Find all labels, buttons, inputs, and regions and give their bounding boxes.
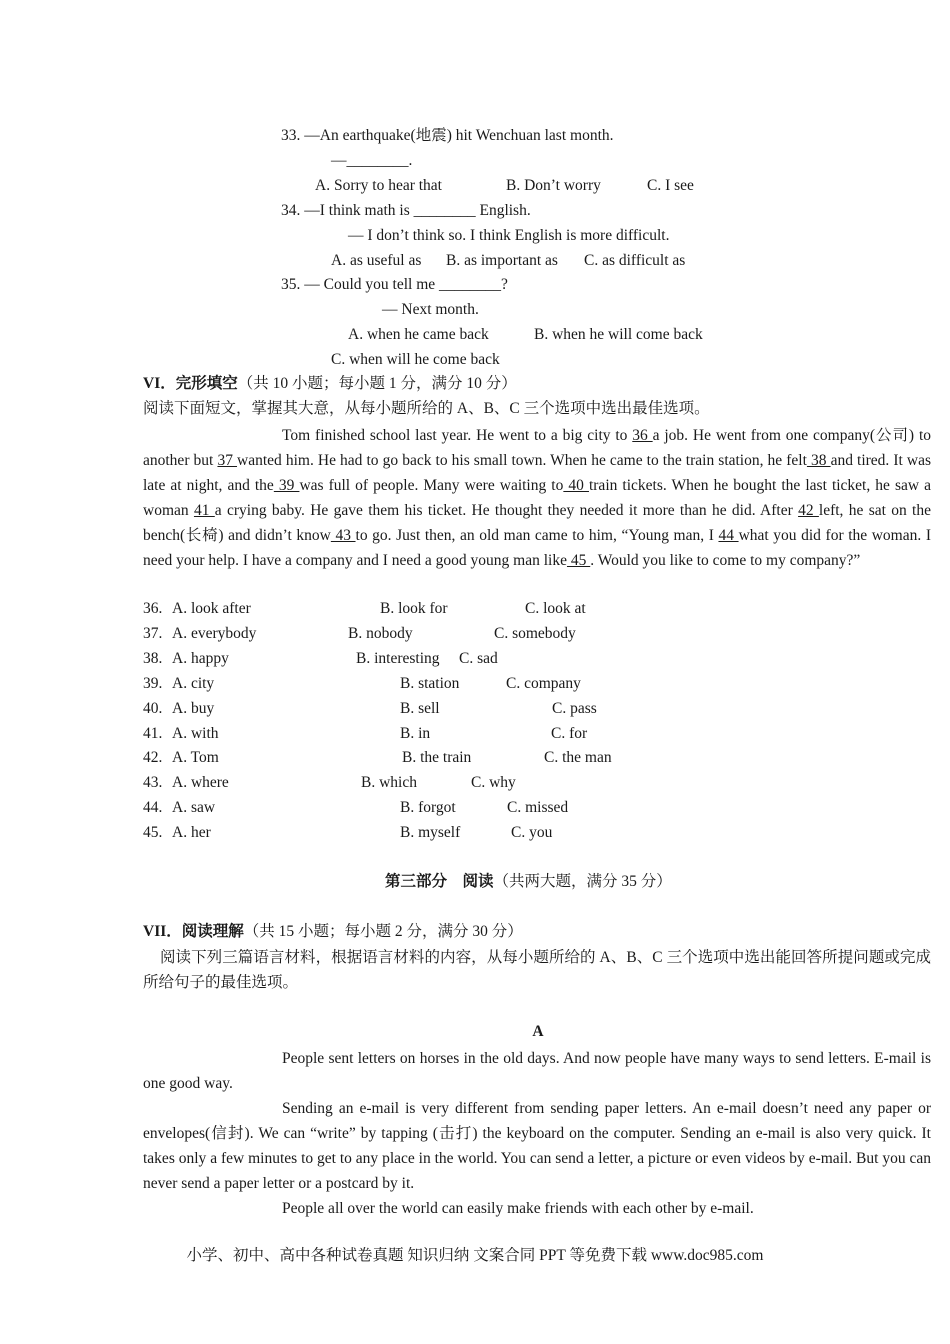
option-number: 36. — [143, 600, 163, 617]
q34-option-a: A. as useful as — [331, 252, 422, 269]
cloze-text: to go. Just then, an old man came to him, “Young man, I — [355, 526, 719, 544]
option-c: C. sad — [459, 650, 498, 667]
option-b: B. myself — [400, 824, 461, 841]
passage-a-heading: A — [532, 1023, 544, 1040]
q35-option-a: A. when he came back — [348, 326, 489, 343]
cloze-passage — [143, 424, 931, 573]
blank-44: 44 — [718, 526, 739, 544]
option-a: A. with — [172, 725, 219, 742]
option-a: A. city — [172, 675, 215, 692]
option-c: C. company — [506, 675, 581, 692]
passage-a-paragraph-2: Sending an e-mail is very different from sending paper letters. An e-mail doesn’t need any paper or envelopes(信封). We can “write” by tapping (击打) the keyboard on the computer. Sending an e-mail is also very quick. It takes only a few minutes to get to any place in the world. You can send a letter, a picture or even videos by e-mail. But you can never send a paper letter or a postcard by it. — [143, 1100, 931, 1192]
q34-option-b: B. as important as — [446, 252, 558, 269]
q33-option-b: B. Don’t worry — [506, 177, 601, 194]
option-c: C. you — [511, 824, 553, 841]
cloze-text: wanted him. He had to go back to his small town. When he came to the train station, he felt — [237, 451, 807, 469]
option-number: 39. — [143, 675, 163, 692]
page-footer: 小学、初中、高中各种试卷真题 知识归纳 文案合同 PPT 等免费下载 www.doc985.com — [186, 1247, 764, 1264]
option-number: 43. — [143, 774, 163, 791]
q35-reply: — Next month. — [382, 301, 479, 318]
part3-title: 第三部分 阅读 — [385, 873, 494, 890]
cloze-text: what you did for the woman. I need your help. I have a company and I need a good young man like — [143, 526, 931, 569]
q33-option-c: C. I see — [647, 177, 694, 194]
option-c: C. missed — [507, 799, 569, 816]
cloze-text: and tired. It was late at night, and the — [143, 451, 932, 494]
option-b: B. sell — [400, 700, 440, 717]
cloze-text: a crying baby. He gave them his ticket. He thought they needed it more than he did. After — [214, 501, 799, 519]
option-a: A. her — [172, 824, 211, 841]
section6-instruction: 阅读下面短文，掌握其大意，从每小题所给的 A、B、C 三个选项中选出最佳选项。 — [143, 400, 710, 417]
q35-stem: 35. — Could you tell me ________? — [281, 276, 508, 293]
section6-heading — [143, 374, 517, 394]
option-a: A. saw — [172, 799, 216, 816]
section6-title: VI．完形填空 — [143, 375, 238, 392]
option-b: B. which — [361, 774, 417, 791]
section6-note: （共 10 小题；每小题 1 分，满分 10 分） — [237, 375, 517, 392]
option-b: B. in — [400, 725, 431, 742]
option-b: B. the train — [402, 749, 472, 766]
q34-reply: — I don’t think so. I think English is more difficult. — [348, 227, 670, 244]
passage-a — [143, 1046, 931, 1221]
blank-40: 40 — [563, 476, 589, 494]
blank-41: 41 — [193, 501, 215, 519]
cloze-text: a job. He went from one company(公司) to another but — [143, 427, 932, 469]
section7-instruction — [143, 945, 931, 995]
cloze-text: was full of people. Many were waiting to — [299, 476, 564, 494]
option-c: C. why — [471, 774, 516, 791]
option-a: A. Tom — [172, 749, 219, 766]
option-a: A. buy — [172, 700, 215, 717]
q33-reply: —________. — [331, 152, 413, 169]
blank-36: 36 — [632, 427, 653, 444]
option-b: B. forgot — [400, 799, 456, 816]
q33-stem: 33. —An earthquake(地震) hit Wenchuan last month. — [281, 127, 614, 144]
option-a: A. where — [172, 774, 229, 791]
option-c: C. for — [551, 725, 588, 742]
blank-45: 45 — [566, 551, 591, 569]
option-c: C. look at — [525, 600, 586, 617]
option-number: 40. — [143, 700, 163, 717]
part3-heading — [385, 872, 672, 892]
option-a: A. happy — [172, 650, 229, 667]
part3-note: （共两大题，满分 35 分） — [493, 873, 672, 890]
blank-42: 42 — [798, 501, 819, 519]
option-a: A. everybody — [172, 625, 257, 642]
blank-38: 38 — [806, 451, 831, 469]
section7-heading — [143, 922, 523, 942]
option-c: C. pass — [552, 700, 597, 717]
option-number: 38. — [143, 650, 163, 667]
option-c: C. somebody — [494, 625, 576, 642]
blank-37: 37 — [217, 451, 238, 469]
option-number: 37. — [143, 625, 163, 642]
section7-instruction-text: 阅读下列三篇语言材料，根据语言材料的内容，从每小题所给的 A、B、C 三个选项中选出能回答所提问题或完成所给句子的最佳选项。 — [143, 949, 931, 991]
q35-option-c: C. when will he come back — [331, 351, 500, 368]
option-b: B. interesting — [356, 650, 440, 667]
option-a: A. look after — [172, 600, 251, 617]
section7-title: VII．阅读理解 — [143, 923, 244, 940]
blank-39: 39 — [273, 476, 300, 494]
cloze-text: left, he sat on the bench(长椅) and didn’t know — [143, 501, 931, 544]
option-number: 41. — [143, 725, 163, 742]
q34-option-c: C. as difficult as — [584, 252, 686, 269]
passage-a-paragraph-3: People all over the world can easily make friends with each other by e-mail. — [282, 1200, 754, 1217]
section7-note: （共 15 小题；每小题 2 分，满分 30 分） — [243, 923, 523, 940]
option-b: B. nobody — [348, 625, 413, 642]
q33-option-a: A. Sorry to hear that — [315, 177, 442, 194]
cloze-text: train tickets. When he bought the last ticket, he saw a woman — [143, 476, 932, 519]
q34-stem: 34. —I think math is ________ English. — [281, 202, 531, 219]
option-b: B. station — [400, 675, 460, 692]
q35-option-b: B. when he will come back — [534, 326, 703, 343]
passage-a-paragraph-1: People sent letters on horses in the old days. And now people have many ways to send letters. E-mail is one good way. — [143, 1050, 931, 1092]
option-number: 42. — [143, 749, 163, 766]
cloze-text: Tom finished school last year. He went to a big city to — [282, 427, 633, 444]
cloze-text: . Would you like to come to my company?” — [590, 551, 861, 569]
option-b: B. look for — [380, 600, 448, 617]
option-c: C. the man — [544, 749, 612, 766]
option-number: 45. — [143, 824, 163, 841]
blank-43: 43 — [330, 526, 356, 544]
option-number: 44. — [143, 799, 163, 816]
